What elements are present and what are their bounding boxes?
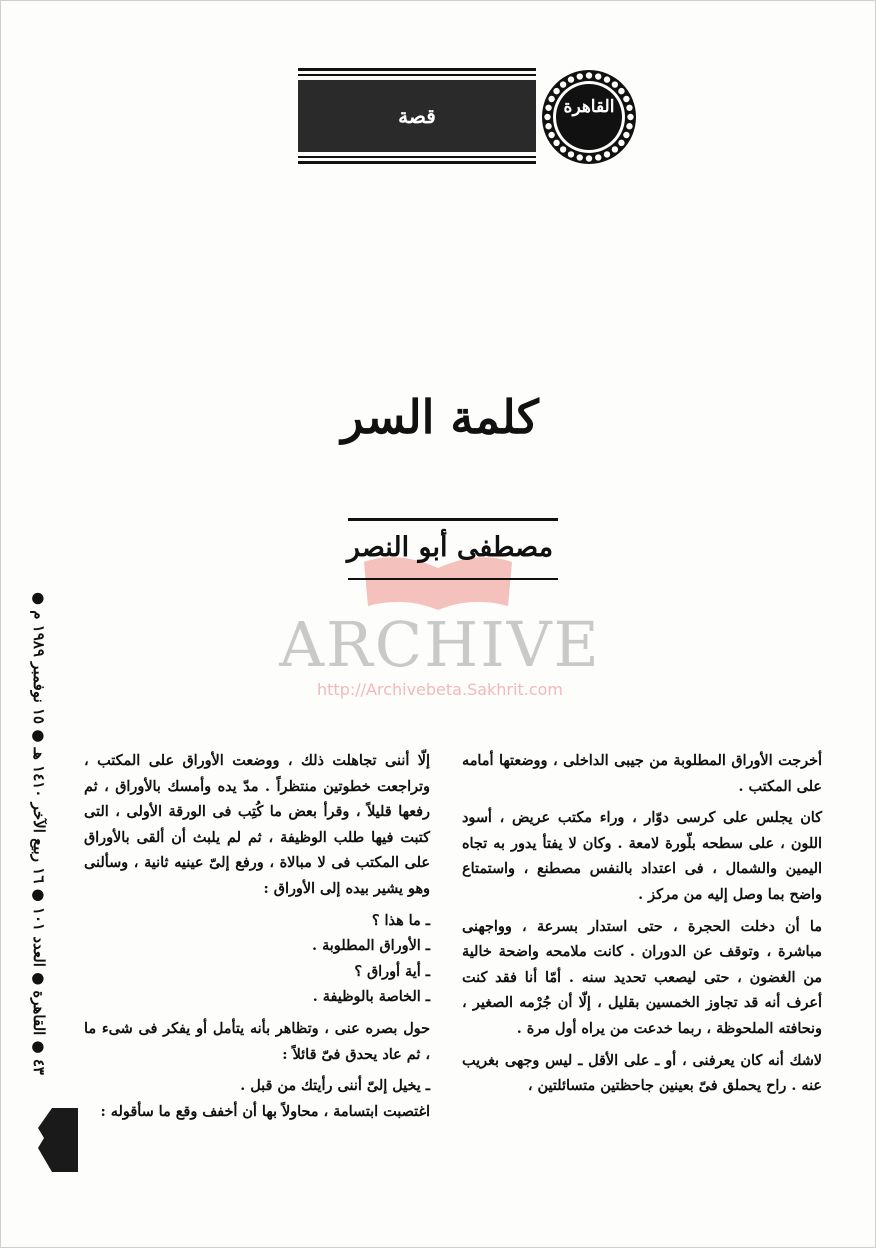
watermark-text: ARCHIVE: [279, 608, 601, 681]
story-author: مصطفى أبو النصر: [346, 532, 554, 563]
dialogue-line: ـ أية أوراق ؟: [354, 962, 430, 980]
header-rule: [298, 68, 536, 71]
page-corner-arrow-icon: [38, 1108, 78, 1172]
header-rule: [298, 74, 536, 76]
dialogue-line: ـ ما هذا ؟: [371, 911, 430, 929]
paragraph: اغتصبت ابتسامة ، محاولاً بها أن أخفف وقع ما سأقوله :: [100, 1102, 430, 1120]
header-rule: [298, 156, 536, 158]
margin-note-text: ٤٣ ● القاهرة ● العدد ١٠١ ● ١٦ ربيع الآخر ١٤١٠ هـ ● ١٥ نوفمبر ١٩٨٩ م ●: [30, 591, 48, 1075]
article-column-left: [84, 748, 430, 1130]
dialogue-line: ـ الأوراق المطلوبة .: [312, 937, 430, 955]
header-rule: [298, 161, 536, 164]
paragraph: إلّا أننى تجاهلت ذلك ، ووضعت الأوراق على المكتب ، وتراجعت خطوتين منتظراً . مدّ يده وأمسك بالأوراق ، ثم رفعها قليلاً ، وقرأ بعض ما كُتِب فى الورقة الأولى ، التى كتبت فيها طلب الوظيفة ، ثم لم يلبث أن ألقى بالأوراق على المكتب فى لا مبالاة ، ورفع إلىّ عينيه ثانية ، وسألنى وهو يشير بيده إلى الأوراق :: [84, 752, 430, 897]
magazine-logo-icon: [540, 68, 638, 166]
paragraph: ما أن دخلت الحجرة ، حتى استدار بسرعة ، وواجهنى مباشرة ، وتوقف عن الدوران . كانت ملامحه واضحة خالية من الغضون ، حتى ليصعب تحديد سنه . أمّا أنا فقد كنت أعرف أنه قد تجاوز الخمسين بقليل ، إلّا أن جُرْمه الصغير ، ونحافته الملحوظة ، ربما خدعت من يراه أول مرة .: [462, 917, 822, 1037]
watermark-url: http://Archivebeta.Sakhrit.com: [317, 680, 563, 699]
paragraph: كان يجلس على كرسى دوّار ، وراء مكتب عريض ، أسود اللون ، على سطحه بلّورة لامعة . وكان لا يفتأ يدور به تجاه اليمين والشمال ، فى اعتداد بالنفس مصطنع ، واستمتاع واضح بما وصل إليه من مركز .: [462, 809, 822, 903]
article-column-right: [462, 748, 822, 1105]
paragraph: لاشك أنه كان يعرفنى ، أو ـ على الأقل ـ ليس وجهى بغريب عنه . راح يحملق فىّ بعينين جاحظتين متسائلتين ،: [462, 1051, 822, 1095]
paragraph: حول بصره عنى ، وتظاهر بأنه يتأمل أو يفكر فى شىء ما ، ثم عاد يحدق فىّ قائلاً :: [84, 1019, 430, 1063]
section-header: [298, 68, 536, 164]
logo-text: القاهرة: [563, 97, 615, 117]
paragraph: أخرجت الأوراق المطلوبة من جيبى الداخلى ، ووضعتها أمامه على المكتب .: [462, 752, 822, 795]
dialogue-line: ـ يخيل إلىّ أننى رأيتك من قبل .: [240, 1077, 430, 1095]
author-rule: [348, 578, 558, 580]
author-rule: [348, 518, 558, 521]
dialogue-line: ـ الخاصة بالوظيفة .: [312, 988, 430, 1006]
section-label: قصة: [398, 104, 436, 128]
story-title: كلمة السر: [341, 390, 539, 444]
